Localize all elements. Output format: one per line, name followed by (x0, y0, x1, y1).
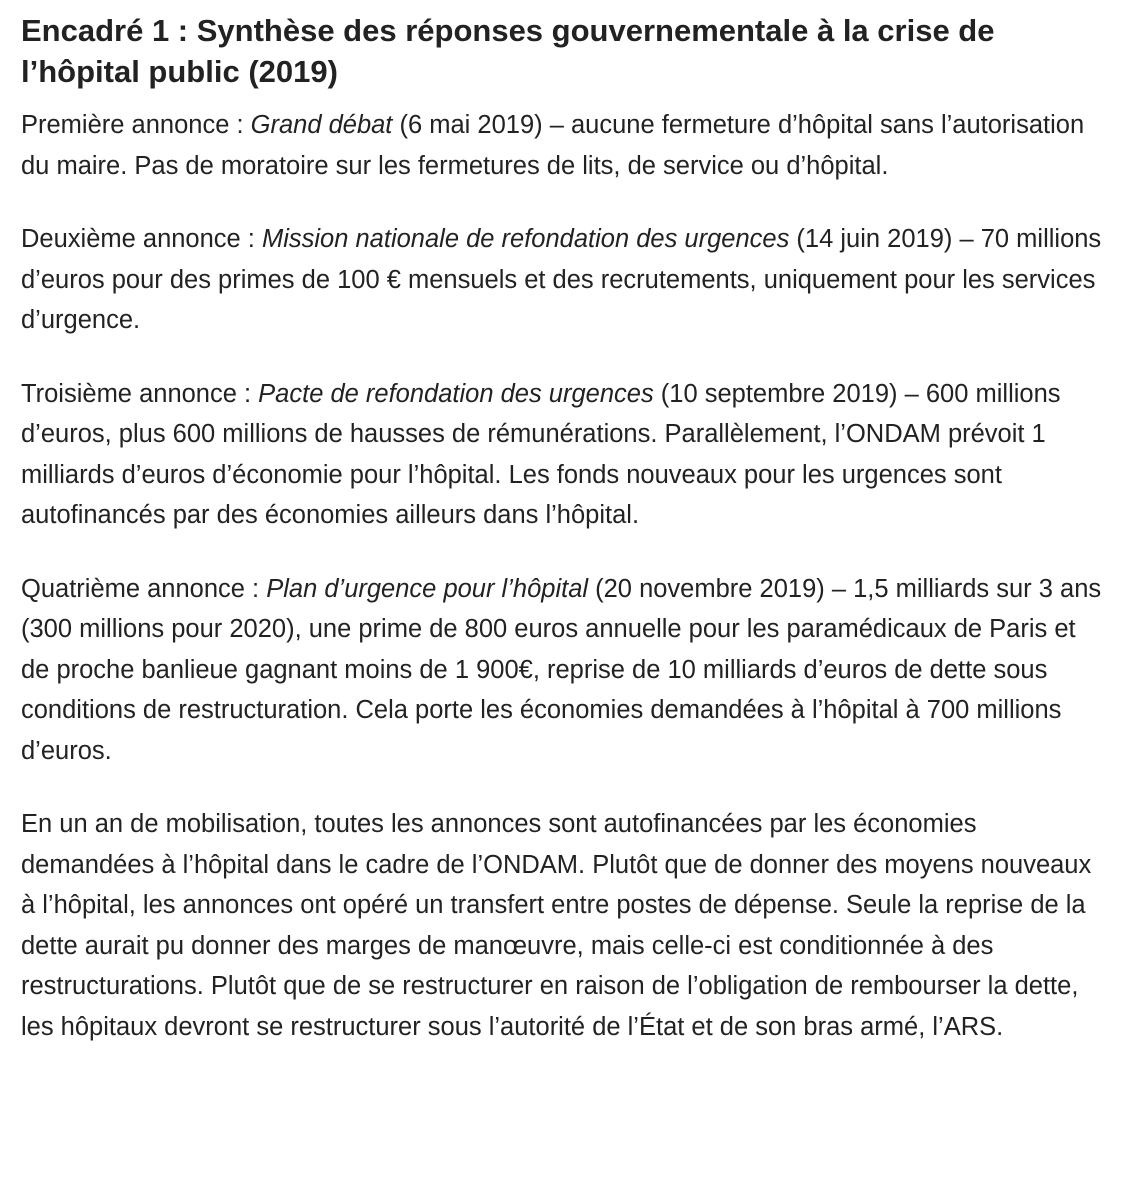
announcement-4-label: Quatrième annonce : (21, 574, 267, 603)
announcement-1-name: Grand débat (250, 111, 393, 139)
announcement-1-label: Première annonce : (21, 111, 251, 139)
announcement-3-name: Pacte de refondation des urgences (258, 379, 654, 408)
announcement-2 (21, 219, 1107, 341)
announcement-3-text: (10 septembre 2019) – 600 millions d’euros, plus 600 millions de hausses de rémunérations. Parallèlement, l’ONDAM prévoit 1 milliards d’euros d’économie pour l’hôpital. Les fonds nouveaux pour les urgences sont autofinancés par des économies ailleurs dans l’hôpital. (21, 379, 1061, 529)
announcement-3 (21, 374, 1107, 536)
announcement-2-text: (14 juin 2019) – 70 millions d’euros pour des primes de 100 € mensuels et des recrutements, uniquement pour les services d’urgence. (21, 225, 1102, 334)
announcement-4 (21, 569, 1107, 772)
announcement-4-text: (20 novembre 2019) – 1,5 milliards sur 3 ans (300 millions pour 2020), une prime de 800 euros annuelle pour les paramédicaux de Paris et de proche banlieue gagnant moins de 1 900€, reprise de 10 milliards d’euros de dette sous conditions de restructuration. Cela porte les économies demandées à l’hôpital à 700 millions d’euros. (21, 574, 1102, 765)
announcement-3-label: Troisième annonce : (21, 379, 259, 408)
announcement-2-label: Deuxième annonce : (21, 225, 262, 253)
box-title: Encadré 1 : Synthèse des réponses gouvernementale à la crise de l’hôpital public (2019) (21, 13, 995, 89)
announcement-1-text: (6 mai 2019) – aucune fermeture d’hôpital sans l’autorisation du maire. Pas de moratoire sur les fermetures de lits, de service ou d’hôpital. (21, 111, 1085, 180)
announcement-1 (21, 105, 1107, 186)
announcement-4-name: Plan d’urgence pour l’hôpital (266, 574, 589, 603)
announcement-2-name: Mission nationale de refondation des urgences (261, 225, 790, 253)
conclusion-paragraph: En un an de mobilisation, toutes les annonces sont autofinancées par les économies demandées à l’hôpital dans le cadre de l’ONDAM. Plutôt que de donner des moyens nouveaux à l’hôpital, les annonces ont opéré un transfert entre postes de dépense. Seule la reprise de la dette aurait pu donner des marges de manœuvre, mais celle-ci est conditionnée à des restructurations. Plutôt que de se restructurer en raison de l’obligation de rembourser la dette, les hôpitaux devront se restructurer sous l’autorité de l’État et de son bras armé, l’ARS. (21, 810, 1092, 1041)
